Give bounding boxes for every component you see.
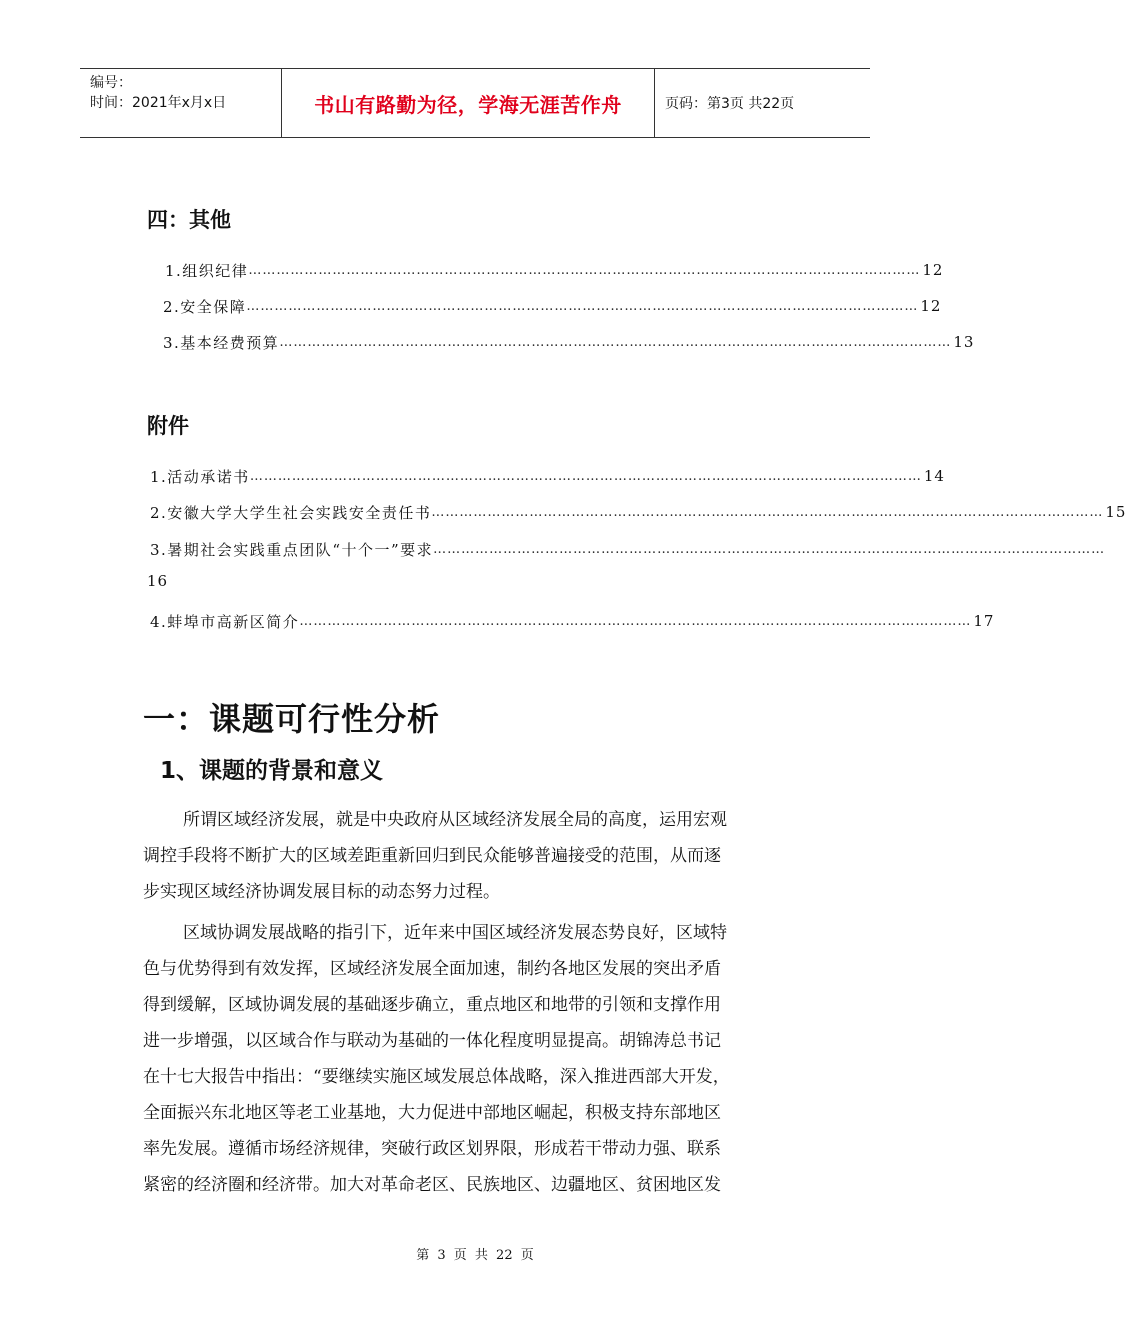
toc-page: 14 <box>923 467 945 485</box>
toc-label: 2.安徽大学大学生社会实践安全责任书 <box>150 503 432 522</box>
paragraph-line: 在十七大报告中指出：“要继续实施区域发展总体战略，深入推进西部大开发， <box>143 1067 730 1087</box>
paragraph-line: 所谓区域经济发展，就是中央政府从区域经济发展全局的高度，运用宏观 <box>183 810 727 830</box>
paragraph-line: 调控手段将不断扩大的区域差距重新回归到民众能够普遍接受的范围，从而逐 <box>143 846 721 866</box>
chapter-subtitle: 1、课题的背景和意义 <box>160 758 384 784</box>
toc-entry[interactable] <box>150 606 995 636</box>
page-footer: 第 3 页 共 22 页 <box>416 1248 534 1263</box>
toc-label: 4.蚌埠市高新区简介 <box>150 612 300 631</box>
toc-label: 1.活动承诺书 <box>150 467 250 486</box>
toc-label: 3.基本经费预算 <box>163 333 280 352</box>
toc-entry[interactable] <box>163 291 942 321</box>
toc-entry[interactable] <box>150 497 1126 527</box>
toc-page: 13 <box>953 333 975 351</box>
page-header <box>80 68 870 138</box>
toc-wrapped-page: 16 <box>147 572 169 590</box>
header-motto: 书山有路勤为径，学海无涯苦作舟 <box>282 69 655 137</box>
paragraph-line: 率先发展。遵循市场经济规律，突破行政区划界限，形成若干带动力强、联系 <box>143 1139 721 1159</box>
paragraph-line: 得到缓解，区域协调发展的基础逐步确立，重点地区和地带的引领和支撑作用 <box>143 995 721 1015</box>
toc-label: 2.安全保障 <box>163 297 247 316</box>
header-page-label: 页码：第3页 共22页 <box>665 96 795 112</box>
paragraph-line: 进一步增强，以区域合作与联动为基础的一体化程度明显提高。胡锦涛总书记 <box>143 1031 721 1051</box>
number-label: 编号： <box>90 75 132 91</box>
paragraph-2 <box>143 915 807 1203</box>
paragraph-1 <box>143 802 807 910</box>
toc-entry[interactable] <box>163 327 975 357</box>
section-title-other: 四：其他 <box>147 208 231 232</box>
time-label: 时间：2021年x月x日 <box>90 95 227 111</box>
toc-entry[interactable] <box>150 461 945 491</box>
toc-leader: ……………………………………………………………………………………………………………………………… <box>246 298 919 314</box>
toc-leader: ……………………………………………………………………………………………………………………………… <box>433 541 1106 557</box>
toc-label: 1.组织纪律 <box>165 261 249 280</box>
paragraph-line: 步实现区域经济协调发展目标的动态努力过程。 <box>143 882 500 902</box>
toc-leader: ……………………………………………………………………………………………………………………………… <box>249 468 922 484</box>
toc-page: 15 <box>1105 503 1126 521</box>
paragraph-line: 区域协调发展战略的指引下，近年来中国区域经济发展态势良好，区域特 <box>183 923 727 943</box>
chapter-title: 一：课题可行性分析 <box>143 700 441 738</box>
paragraph-line: 紧密的经济圈和经济带。加大对革命老区、民族地区、边疆地区、贫困地区发 <box>143 1175 721 1195</box>
toc-leader: ……………………………………………………………………………………………………………………………… <box>431 504 1104 520</box>
toc-entry[interactable] <box>150 534 1106 564</box>
toc-leader: ……………………………………………………………………………………………………………………………… <box>279 334 952 350</box>
section-title-attachments: 附件 <box>147 414 189 438</box>
toc-leader: ……………………………………………………………………………………………………………………………… <box>299 613 972 629</box>
paragraph-line: 色与优势得到有效发挥，区域经济发展全面加速，制约各地区发展的突出矛盾 <box>143 959 721 979</box>
header-meta <box>80 69 282 137</box>
paragraph-line: 全面振兴东北地区等老工业基地，大力促进中部地区崛起，积极支持东部地区 <box>143 1103 721 1123</box>
toc-entry[interactable] <box>165 255 944 285</box>
toc-leader: ……………………………………………………………………………………………………………………………… <box>248 262 921 278</box>
toc-page: 17 <box>973 612 995 630</box>
toc-page: 12 <box>920 297 942 315</box>
toc-page: 12 <box>922 261 944 279</box>
toc-label: 3.暑期社会实践重点团队“十个一”要求 <box>150 540 434 559</box>
